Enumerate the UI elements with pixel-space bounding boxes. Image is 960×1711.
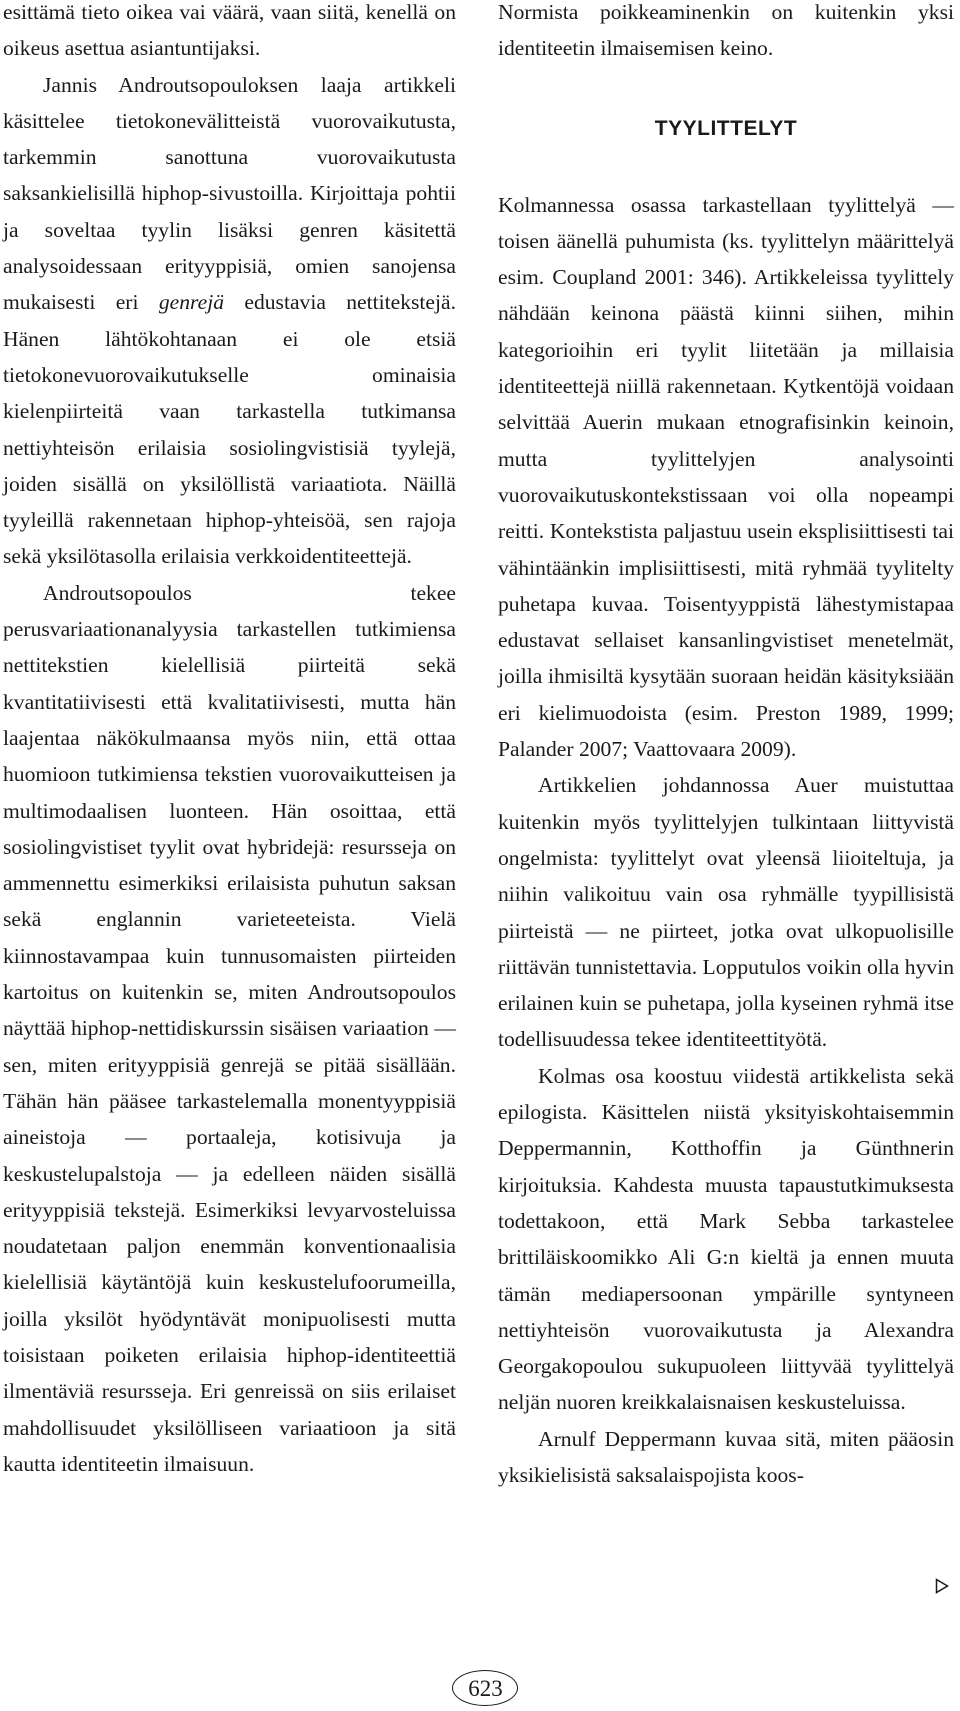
paragraph: esittämä tieto oikea vai väärä, vaan siitä, kenellä on oikeus asettua asiantuntijaksi.	[3, 0, 456, 61]
section-heading: TYYLITTELYT	[654, 116, 798, 140]
right-text-column	[498, 0, 954, 1493]
paragraph: Artikkelien johdannossa Auer muistuttaa kuitenkin myös tyylittelyjen tulkintaan liittyvistä ongelmista: tyylittelyt ovat yleensä liioiteltuja, ja niihin valikoituu vain osa ryhmälle tyypillisistä piirteistä — ne piirteet, jotka ovat ulkopuolisille riittävän tunnistettavia. Lopputulos voikin olla hyvin erilainen kuin se puhetapa, jolla kyseinen ryhmä itse todellisuudessa tekee identiteettityötä.	[498, 773, 954, 1052]
page-number-text: 623	[468, 1676, 503, 1701]
triangle-right-icon	[935, 1578, 949, 1594]
page-number	[452, 1670, 518, 1706]
paragraph: Arnulf Deppermann kuvaa sitä, miten pääosin yksikielisistä saksalaispojista koos-	[498, 1426, 954, 1487]
paragraph: Kolmannessa osassa tarkastellaan tyylittelyä — toisen äänellä puhumista (ks. tyylittelyn määrittelyä esim. Coupland 2001: 346). Artikkeleissa tyylittely nähdään keinona päästä kiinni siihen, mihin kategorioihin eri tyylit liitetään ja millaisia identiteettejä niillä rakennetaan. Kytkentöjä voidaan selvittää Auerin mukaan etnografisinkin keinoin, mutta tyylittelyjen analysointi vuorovaikutuskontekstissaan voi olla nopeampi reitti. Kontekstista paljastuu usein eksplisiittisesti tai vähintäänkin implisiittisesti, mitä ryhmää tyylitelty puhetapa kuvaa. Toisentyyppistä lähestymistapaa edustavat sellaiset kansanlingvistiset menetelmät, joilla ihmisiltä kysytään suoraan heidän käsityksiään eri kielimuodoista (esim. Preston 1989, 1999; Palander 2007; Vaattovaara 2009).	[498, 192, 954, 762]
paragraph: Normista poikkeaminenkin on kuitenkin yksi identiteetin ilmaisemisen keino.	[498, 0, 954, 61]
paragraph-text: Jannis Androutsopouloksen laaja artikkeli käsittelee tietokonevälitteistä vuorovaikutusta, tarkemmin sanottuna vuorovaikutusta saksankielisillä hiphop-sivustoilla. Kirjoittaja pohtii ja soveltaa tyylin lisäksi genren käsitettä analysoidessaan erityyppisiä, omien sanojensa mukaisesti eri	[3, 72, 456, 315]
left-text-column	[3, 0, 456, 1482]
paragraph-text: edustavia nettitekstejä. Hänen lähtökohtanaan ei ole etsiä tietokonevuorovaikutukselle ominaisia kielenpiirteitä vaan tarkastella tutkimansa nettiyhteisön erilaisia sosiolingvistisiä tyylejä, joiden sisällä on yksilöllistä variaatiota. Näillä tyyleillä rakennetaan hiphop-yhteisöä, sen rajoja sekä yksilötasolla erilaisia verkkoidentiteettejä.	[3, 290, 456, 569]
paragraph: Androutsopoulos tekee perusvariaationanalyysia tarkastellen tutkimiensa nettitekstien kielellisiä piirteitä sekä kvantitatiivisesti että kvalitatiivisesti, mutta hän laajentaa näkökulmaansa myös niin, että ottaa huomioon tutkimiensa tekstien vuorovaikutteisen ja multimodaalisen luonteen. Hän osoittaa, että sosiolingvistiset tyylit ovat hybridejä: resursseja on ammennettu esimerkiksi erilaisista puhutun saksan sekä englannin varieteeteista. Vielä kiinnostavampaa kuin tunnusomaisten piirteiden kartoitus on kuitenkin se, miten Androutsopoulos näyttää hiphop-nettidiskurssin sisäisen variaation — sen, miten erityyppisiä genrejä se pitää sisällään. Tähän hän pääsee tarkastelemalla monentyyppisiä aineistoja — portaaleja, kotisivuja ja keskustelupalstoja — ja edelleen näiden sisällä erityyppisiä tekstejä. Esimerkiksi levyarvosteluissa noudatetaan paljon enemmän konventionaalisia kielellisiä käytäntöjä kuin keskustelufoorumeilla, joilla yksilöt hyödyntävät monipuolisesti mutta toisistaan poiketen erilaisia hiphop-identiteettiä ilmentäviä resursseja. Eri genreissä on siis erilaiset mahdollisuudet yksilölliseen variaatioon ja sitä kautta identiteetin ilmaisuun.	[3, 580, 456, 1476]
paragraph	[3, 67, 456, 575]
emphasized-word: genrejä	[158, 290, 225, 315]
paragraph: Kolmas osa koostuu viidestä artikkelista sekä epilogista. Käsittelen niistä yksityiskohtaisemmin Deppermannin, Kotthoffin ja Günthnerin kirjoituksia. Kahdesta muusta tapaustutkimuksesta todettakoon, että Mark Sebba tarkastelee brittiläiskoomikko Ali G:n kieltä ja ennen muuta tämän mediapersoonan ympärille syntyneen nettiyhteisön vuorovaikutusta ja Alexandra Georgakopoulou sukupuoleen liittyvää tyylittelyä neljän nuoren kreikkalaisnaisen keskusteluissa.	[498, 1063, 954, 1415]
